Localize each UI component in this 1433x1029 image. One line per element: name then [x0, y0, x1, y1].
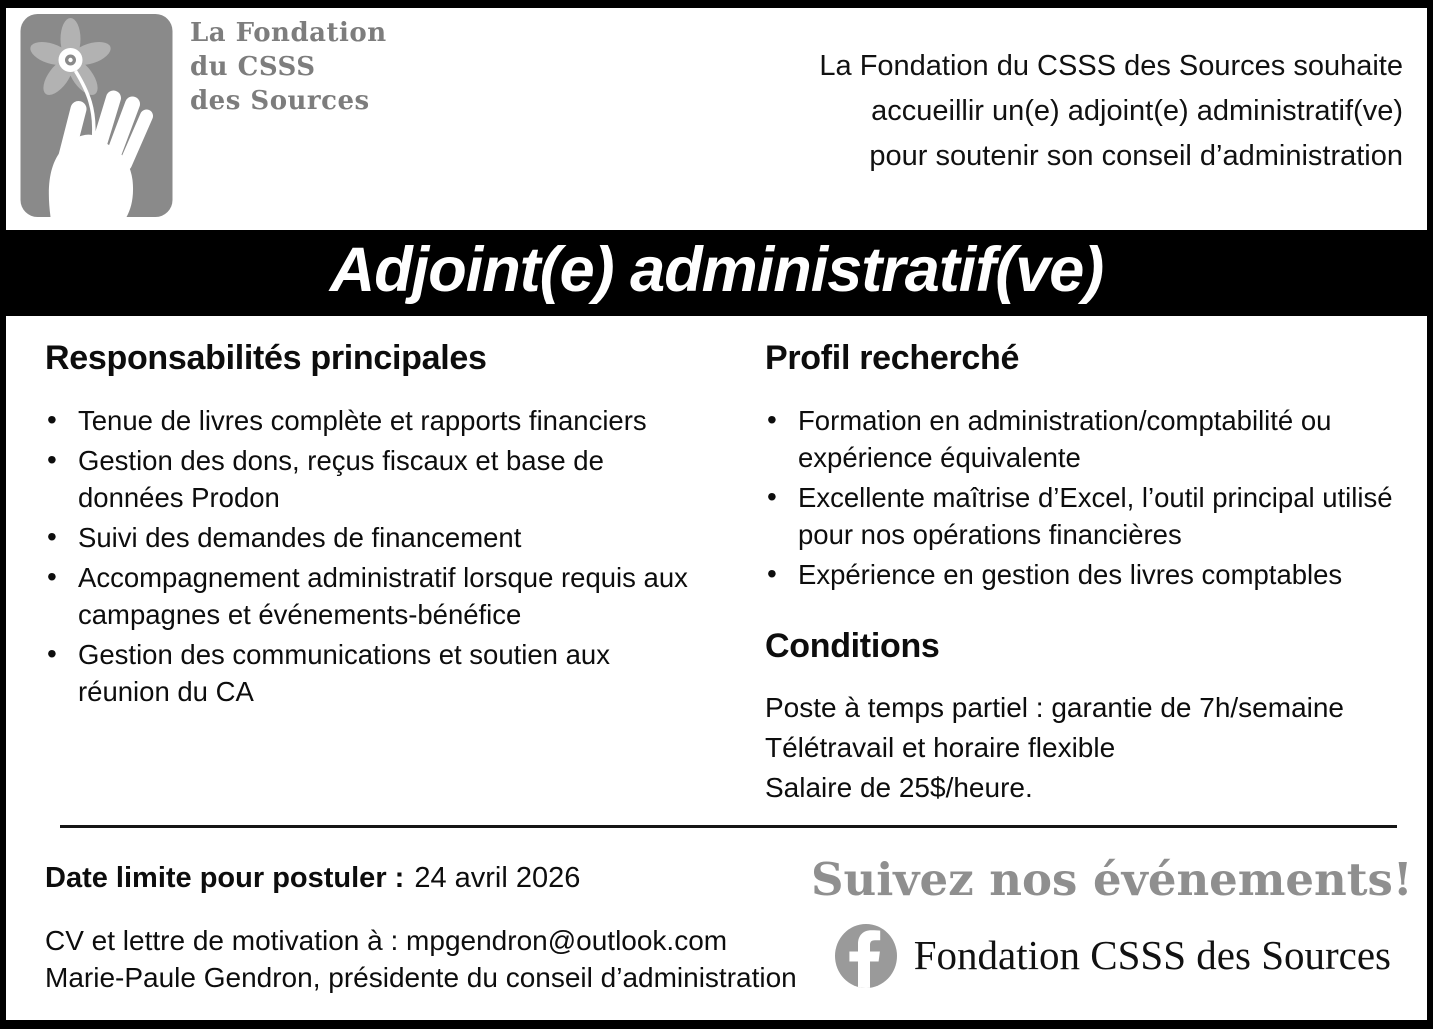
responsibility-item: • Gestion des communications et soutien aux réunion du CA	[45, 636, 705, 710]
conditions-heading: Conditions	[765, 627, 940, 665]
profile-section	[765, 338, 1405, 593]
profile-heading: Profil recherché	[765, 339, 1020, 377]
logo-wordmark-line: des Sources	[190, 86, 370, 116]
profile-item: • Expérience en gestion des livres comptables	[765, 556, 1405, 593]
conditions-lines	[765, 688, 1405, 808]
logo-wordmark-line: du CSSS	[190, 52, 316, 82]
conditions-section	[765, 626, 1405, 808]
contact-person-line: Marie-Paule Gendron, présidente du conseil d’administration	[45, 962, 797, 993]
logo-wordmark	[190, 16, 387, 118]
page-title: Adjoint(e) administratif(ve)	[329, 235, 1104, 305]
follow-headline: Suivez nos événements!	[811, 853, 1413, 906]
intro-line: accueillir un(e) adjoint(e) administratif(ve)	[871, 95, 1403, 127]
deadline-label: Date limite pour postuler :	[45, 862, 405, 894]
application-info	[45, 861, 825, 996]
conditions-line: Poste à temps partiel : garantie de 7h/semaine	[765, 692, 1345, 723]
responsibilities-section	[45, 338, 705, 710]
responsibility-item: • Accompagnement administratif lorsque requis aux campagnes et événements-bénéfice	[45, 559, 705, 633]
intro-text	[763, 44, 1403, 179]
facebook-row	[811, 922, 1391, 988]
horizontal-divider	[60, 825, 1397, 828]
profile-list	[765, 402, 1405, 593]
hand-flower-logo-icon	[20, 14, 173, 217]
facebook-page-name: Fondation CSSS des Sources	[913, 932, 1391, 978]
intro-line: pour soutenir son conseil d’administration	[869, 140, 1403, 172]
title-banner	[0, 230, 1433, 316]
logo-wordmark-line: La Fondation	[190, 18, 387, 48]
responsibility-item: • Suivi des demandes de financement	[45, 519, 705, 556]
responsibilities-heading: Responsabilités principales	[45, 339, 487, 377]
profile-item: • Excellente maîtrise d’Excel, l’outil principal utilisé pour nos opérations financières	[765, 479, 1405, 553]
conditions-line: Salaire de 25$/heure.	[765, 772, 1033, 803]
deadline-line	[45, 861, 825, 895]
conditions-line: Télétravail et horaire flexible	[765, 732, 1116, 763]
responsibility-item: • Gestion des dons, reçus fiscaux et base de données Prodon	[45, 442, 705, 516]
profile-item: • Formation en administration/comptabilité ou expérience équivalente	[765, 402, 1405, 476]
intro-line: La Fondation du CSSS des Sources souhaite	[819, 50, 1403, 82]
responsibility-item: • Tenue de livres complète et rapports financiers	[45, 402, 705, 439]
contact-lines	[45, 922, 825, 996]
social-follow	[811, 852, 1413, 988]
responsibilities-list	[45, 402, 705, 710]
contact-email-line: CV et lettre de motivation à : mpgendron@outlook.com	[45, 925, 728, 956]
facebook-icon	[834, 922, 898, 988]
deadline-value: 24 avril 2026	[414, 862, 581, 894]
